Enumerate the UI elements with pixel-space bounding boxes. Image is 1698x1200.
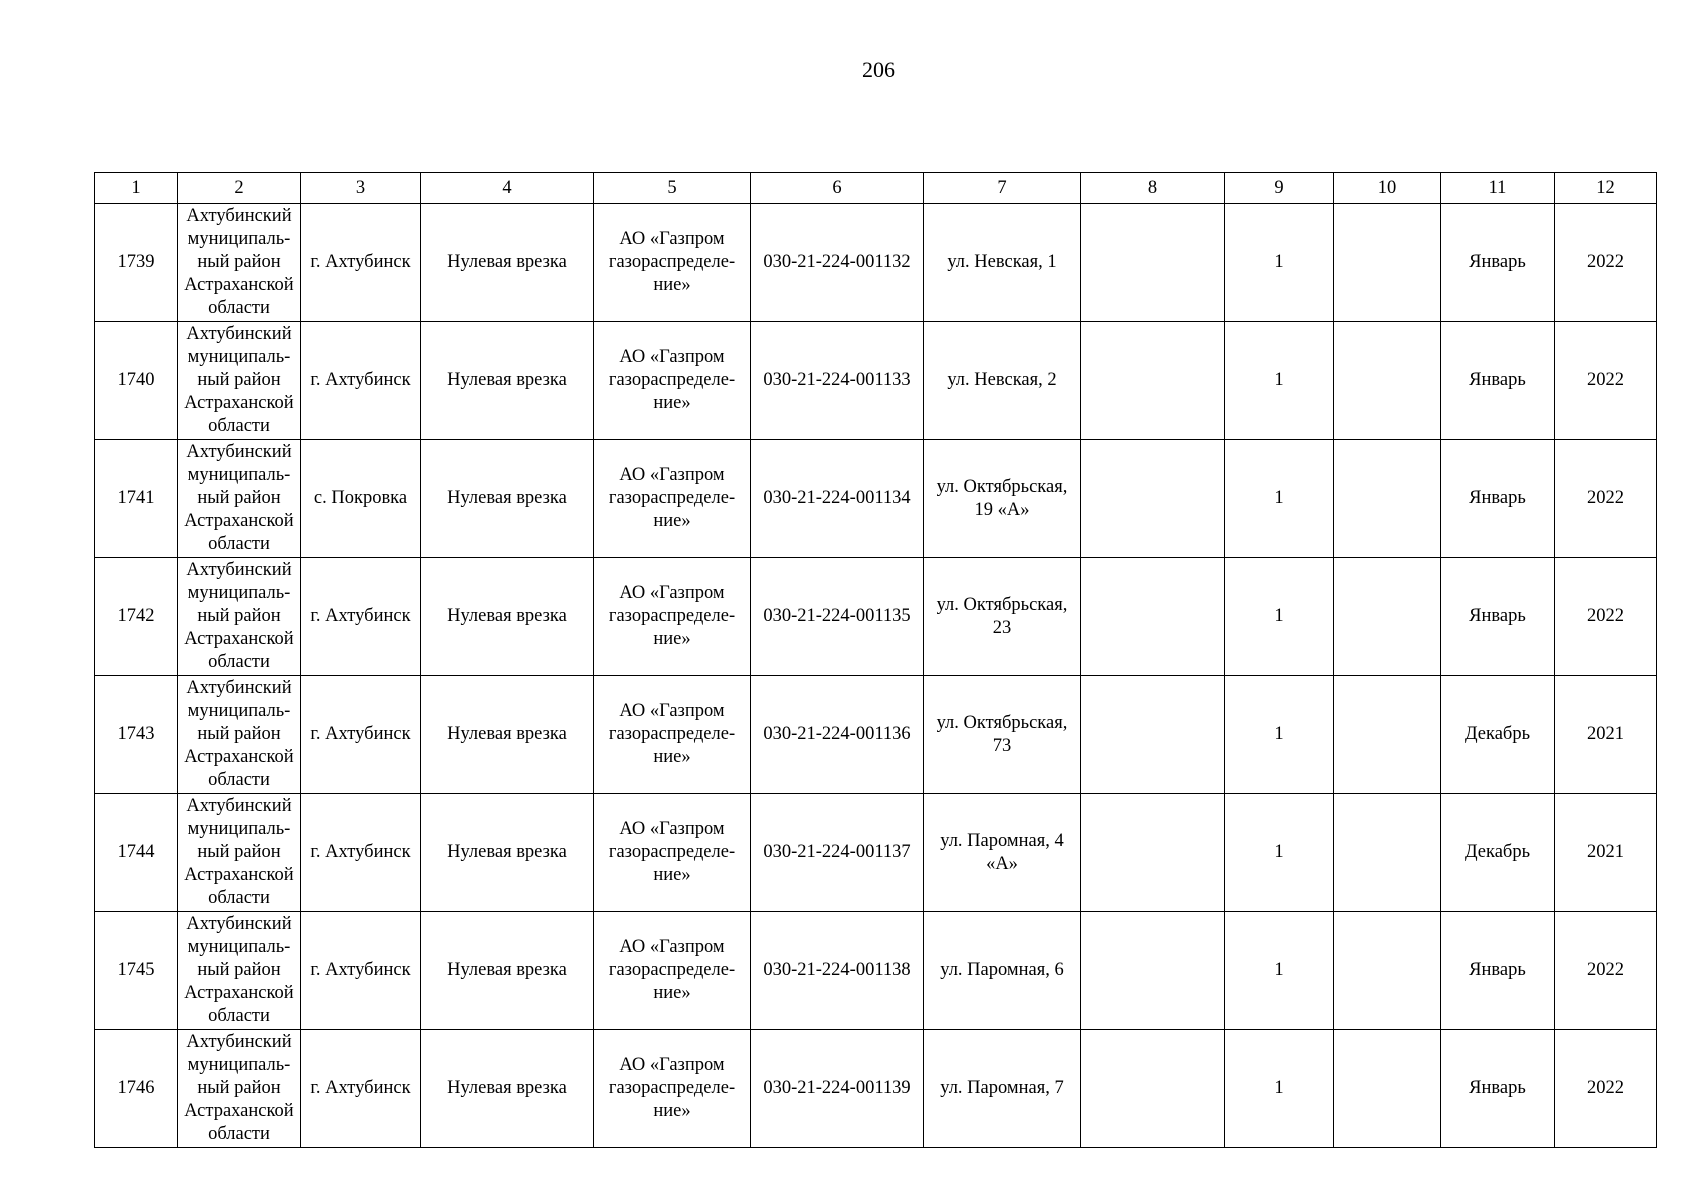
table-cell-c5	[594, 322, 751, 440]
cell-line: Астраханской	[184, 275, 294, 295]
table-cell-c6: 030-21-224-001133	[751, 322, 924, 440]
table-cell-c6: 030-21-224-001137	[751, 794, 924, 912]
cell-line: Ахтубинский	[186, 678, 292, 698]
table-cell-c6: 030-21-224-001135	[751, 558, 924, 676]
table-cell-c4: Нулевая врезка	[421, 912, 594, 1030]
cell-line: области	[208, 1124, 270, 1144]
column-header: 12	[1555, 173, 1657, 204]
cell-line: области	[208, 652, 270, 672]
cell-line: муниципаль-	[187, 937, 291, 957]
table-cell-c6: 030-21-224-001134	[751, 440, 924, 558]
table-cell-c4: Нулевая врезка	[421, 794, 594, 912]
table-cell-c6: 030-21-224-001136	[751, 676, 924, 794]
table-cell-c12: 2022	[1555, 912, 1657, 1030]
table-cell-c12: 2022	[1555, 204, 1657, 322]
table-cell-c2	[178, 1030, 301, 1148]
cell-line: ул. Паромная, 4	[940, 830, 1064, 851]
cell-line: ный район	[197, 842, 281, 862]
gas-connection-table	[94, 172, 1657, 1148]
cell-line: ный район	[197, 724, 281, 744]
table-cell-c8	[1081, 1030, 1225, 1148]
table-cell-c8	[1081, 912, 1225, 1030]
table-cell-c7	[924, 794, 1081, 912]
table-body	[95, 204, 1657, 1148]
table-row	[95, 1030, 1657, 1148]
header-row	[95, 173, 1657, 204]
cell-line: ул. Паромная, 6	[940, 960, 1064, 980]
cell-line: Ахтубинский	[186, 796, 292, 816]
table-cell-c12: 2021	[1555, 676, 1657, 794]
table-cell-c8	[1081, 676, 1225, 794]
page-number: 206	[862, 57, 895, 82]
table-cell-c11: Январь	[1441, 1030, 1555, 1148]
table-cell-c2	[178, 676, 301, 794]
column-header: 7	[924, 173, 1081, 204]
cell-line: ный район	[197, 606, 281, 626]
table-cell-c11: Декабрь	[1441, 794, 1555, 912]
table-cell-c8	[1081, 558, 1225, 676]
table-row	[95, 440, 1657, 558]
table-cell-c8	[1081, 204, 1225, 322]
cell-line: муниципаль-	[187, 1055, 291, 1075]
column-header: 11	[1441, 173, 1555, 204]
cell-line: газораспределе-	[608, 724, 736, 744]
table-cell-c2	[178, 322, 301, 440]
table-cell-c10	[1334, 440, 1441, 558]
table-cell-c4: Нулевая врезка	[421, 1030, 594, 1148]
cell-line: области	[208, 888, 270, 908]
cell-line: ный район	[197, 252, 281, 272]
cell-line: ный район	[197, 1078, 281, 1098]
table-cell-c7	[924, 558, 1081, 676]
table-cell-c9: 1	[1225, 794, 1334, 912]
table-cell-c12: 2022	[1555, 322, 1657, 440]
table-cell-c5	[594, 912, 751, 1030]
table-cell-c1: 1744	[95, 794, 178, 912]
table-cell-c10	[1334, 204, 1441, 322]
table-cell-c4: Нулевая врезка	[421, 204, 594, 322]
cell-line: Ахтубинский	[186, 206, 292, 226]
table-cell-c2	[178, 558, 301, 676]
table-cell-c9: 1	[1225, 558, 1334, 676]
table-cell-c6: 030-21-224-001138	[751, 912, 924, 1030]
table-cell-c1: 1746	[95, 1030, 178, 1148]
cell-line: ние»	[653, 275, 691, 295]
cell-line: Ахтубинский	[186, 442, 292, 462]
table-row	[95, 676, 1657, 794]
column-header: 4	[421, 173, 594, 204]
table-cell-c4: Нулевая врезка	[421, 676, 594, 794]
cell-line: Ахтубинский	[186, 1032, 292, 1052]
table-cell-c12: 2022	[1555, 440, 1657, 558]
table-cell-c5	[594, 794, 751, 912]
cell-line: 19 «А»	[974, 499, 1030, 520]
table-cell-c2	[178, 204, 301, 322]
cell-line: ул. Невская, 2	[947, 370, 1057, 390]
cell-line: области	[208, 416, 270, 436]
cell-line: Ахтубинский	[186, 560, 292, 580]
table-cell-c9: 1	[1225, 1030, 1334, 1148]
table-cell-c10	[1334, 676, 1441, 794]
table-header	[95, 173, 1657, 204]
table-cell-c7	[924, 912, 1081, 1030]
table-cell-c11: Январь	[1441, 322, 1555, 440]
table-cell-c10	[1334, 912, 1441, 1030]
table-cell-c3: г. Ахтубинск	[301, 912, 421, 1030]
table-cell-c6: 030-21-224-001132	[751, 204, 924, 322]
cell-line: муниципаль-	[187, 347, 291, 367]
table-cell-c9: 1	[1225, 912, 1334, 1030]
table-row	[95, 912, 1657, 1030]
cell-line: газораспределе-	[608, 252, 736, 272]
cell-line: ние»	[653, 983, 691, 1003]
column-header: 3	[301, 173, 421, 204]
table-cell-c3: г. Ахтубинск	[301, 794, 421, 912]
table-cell-c10	[1334, 322, 1441, 440]
cell-line: ул. Невская, 1	[947, 252, 1057, 272]
column-header: 5	[594, 173, 751, 204]
cell-line: области	[208, 534, 270, 554]
cell-line: ный район	[197, 488, 281, 508]
cell-line: ние»	[653, 511, 691, 531]
cell-line: Астраханской	[184, 393, 294, 413]
cell-line: Астраханской	[184, 747, 294, 767]
cell-line: ный район	[197, 960, 281, 980]
table-cell-c7	[924, 322, 1081, 440]
cell-line: АО «Газпром	[619, 1055, 725, 1075]
table-cell-c3: г. Ахтубинск	[301, 322, 421, 440]
table-cell-c3: с. Покровка	[301, 440, 421, 558]
cell-line: газораспределе-	[608, 606, 736, 626]
cell-line: Астраханской	[184, 511, 294, 531]
table-cell-c1: 1739	[95, 204, 178, 322]
table-cell-c5	[594, 440, 751, 558]
table-cell-c2	[178, 912, 301, 1030]
cell-line: 73	[992, 735, 1012, 756]
table-cell-c8	[1081, 794, 1225, 912]
table-cell-c4: Нулевая врезка	[421, 558, 594, 676]
table-cell-c1: 1742	[95, 558, 178, 676]
cell-line: области	[208, 1006, 270, 1026]
cell-line: АО «Газпром	[619, 701, 725, 721]
table-cell-c10	[1334, 794, 1441, 912]
table-cell-c3: г. Ахтубинск	[301, 676, 421, 794]
table-cell-c2	[178, 794, 301, 912]
table-cell-c4: Нулевая врезка	[421, 440, 594, 558]
cell-line: области	[208, 770, 270, 790]
table-cell-c7	[924, 440, 1081, 558]
table-cell-c11: Январь	[1441, 558, 1555, 676]
column-header: 9	[1225, 173, 1334, 204]
cell-line: АО «Газпром	[619, 347, 725, 367]
table-cell-c3: г. Ахтубинск	[301, 558, 421, 676]
table-cell-c9: 1	[1225, 204, 1334, 322]
table-cell-c3: г. Ахтубинск	[301, 204, 421, 322]
cell-line: АО «Газпром	[619, 937, 725, 957]
cell-line: «А»	[986, 853, 1018, 874]
cell-line: муниципаль-	[187, 701, 291, 721]
table-cell-c8	[1081, 322, 1225, 440]
cell-line: муниципаль-	[187, 465, 291, 485]
cell-line: ул. Октябрьская,	[936, 712, 1068, 733]
cell-line: ул. Октябрьская,	[936, 594, 1068, 615]
cell-line: газораспределе-	[608, 842, 736, 862]
cell-line: ние»	[653, 865, 691, 885]
cell-line: Ахтубинский	[186, 914, 292, 934]
cell-line: газораспределе-	[608, 960, 736, 980]
table-row	[95, 322, 1657, 440]
cell-line: газораспределе-	[608, 488, 736, 508]
cell-line: газораспределе-	[608, 370, 736, 390]
table-cell-c3: г. Ахтубинск	[301, 1030, 421, 1148]
cell-line: газораспределе-	[608, 1078, 736, 1098]
cell-line: области	[208, 298, 270, 318]
column-header: 2	[178, 173, 301, 204]
table-cell-c2	[178, 440, 301, 558]
table-cell-c9: 1	[1225, 676, 1334, 794]
cell-line: ние»	[653, 1101, 691, 1121]
cell-line: муниципаль-	[187, 583, 291, 603]
table-cell-c7	[924, 676, 1081, 794]
cell-line: Астраханской	[184, 865, 294, 885]
table-cell-c5	[594, 1030, 751, 1148]
table-cell-c1: 1741	[95, 440, 178, 558]
table-cell-c10	[1334, 1030, 1441, 1148]
table-cell-c6: 030-21-224-001139	[751, 1030, 924, 1148]
table-row	[95, 558, 1657, 676]
table-cell-c7	[924, 1030, 1081, 1148]
cell-line: ный район	[197, 370, 281, 390]
column-header: 6	[751, 173, 924, 204]
cell-line: ул. Октябрьская,	[936, 476, 1068, 497]
table-cell-c12: 2022	[1555, 1030, 1657, 1148]
column-header: 10	[1334, 173, 1441, 204]
cell-line: АО «Газпром	[619, 819, 725, 839]
table-cell-c11: Январь	[1441, 440, 1555, 558]
table-cell-c9: 1	[1225, 322, 1334, 440]
table-cell-c1: 1745	[95, 912, 178, 1030]
cell-line: АО «Газпром	[619, 583, 725, 603]
column-header: 1	[95, 173, 178, 204]
cell-line: АО «Газпром	[619, 465, 725, 485]
cell-line: 23	[992, 617, 1012, 638]
table-cell-c5	[594, 558, 751, 676]
table-cell-c5	[594, 676, 751, 794]
cell-line: ние»	[653, 629, 691, 649]
table-row	[95, 204, 1657, 322]
table-cell-c12: 2021	[1555, 794, 1657, 912]
cell-line: Астраханской	[184, 983, 294, 1003]
table-cell-c1: 1743	[95, 676, 178, 794]
cell-line: Астраханской	[184, 629, 294, 649]
table-cell-c4: Нулевая врезка	[421, 322, 594, 440]
cell-line: муниципаль-	[187, 819, 291, 839]
cell-line: ние»	[653, 393, 691, 413]
table-row	[95, 794, 1657, 912]
table-cell-c1: 1740	[95, 322, 178, 440]
column-header: 8	[1081, 173, 1225, 204]
cell-line: Ахтубинский	[186, 324, 292, 344]
table-cell-c8	[1081, 440, 1225, 558]
cell-line: ние»	[653, 747, 691, 767]
cell-line: муниципаль-	[187, 229, 291, 249]
table-cell-c11: Декабрь	[1441, 676, 1555, 794]
cell-line: ул. Паромная, 7	[940, 1078, 1064, 1098]
table-cell-c5	[594, 204, 751, 322]
table-cell-c11: Январь	[1441, 204, 1555, 322]
table-cell-c10	[1334, 558, 1441, 676]
table-cell-c11: Январь	[1441, 912, 1555, 1030]
table-cell-c12: 2022	[1555, 558, 1657, 676]
table-cell-c7	[924, 204, 1081, 322]
cell-line: АО «Газпром	[619, 229, 725, 249]
cell-line: Астраханской	[184, 1101, 294, 1121]
table-cell-c9: 1	[1225, 440, 1334, 558]
